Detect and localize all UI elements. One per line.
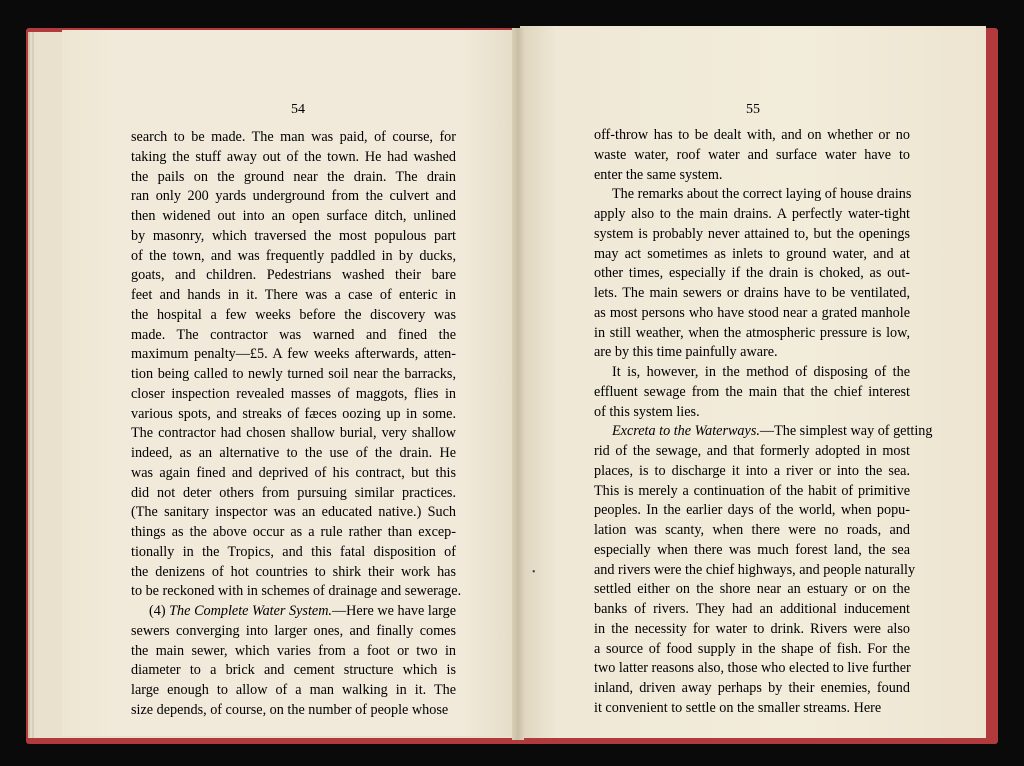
text-line (594, 482, 910, 502)
line-text: system is probably never attained to, but the openings (594, 225, 910, 242)
line-text: sewers converging into larger ones, and finally comes (131, 622, 456, 639)
line-text: in the necessity for water to drink. Rivers were also (594, 620, 910, 637)
line-text: especially when there was much forest land, the sea (594, 541, 910, 558)
line-text: banks of rivers. They had an additional inducement (594, 601, 910, 617)
text-line (131, 602, 456, 622)
text-line (131, 622, 456, 642)
line-text: —The simplest way of getting (759, 423, 933, 440)
line-text: a source of food supply in the shape of fish. For the (594, 640, 910, 657)
line-text: various spots, and streaks of fæces oozing up in some. (131, 405, 456, 422)
text-line (131, 543, 456, 563)
text-line (594, 442, 910, 462)
line-text: large enough to allow of a man walking in it. The (131, 682, 456, 698)
line-text: rid of the sewage, and that formerly adopted in most (594, 443, 910, 459)
line-text: by masonry, which traversed the most populous part (131, 227, 456, 244)
line-text: The contractor had chosen shallow burial, very shallow (131, 425, 456, 442)
text-line (594, 304, 910, 324)
line-text: may act sometimes as inlets to ground water, and at (594, 245, 910, 262)
line-text: This is merely a continuation of the habit of primitive (594, 482, 910, 499)
line-text: lation was scanty, when there were no roads, and (594, 522, 910, 538)
line-text: two latter reasons also, those who elected to live further (594, 660, 911, 677)
line-prefix: (4) (149, 603, 170, 619)
text-line (131, 405, 456, 425)
text-line (131, 148, 456, 168)
text-line (594, 264, 910, 284)
text-line (594, 521, 910, 541)
text-line (131, 227, 456, 247)
text-line (594, 580, 910, 600)
line-text: enter the same system. (594, 166, 723, 183)
line-text: ran only 200 yards underground from the culvert and (131, 188, 456, 205)
line-text: (The sanitary inspector was an educated native.) Such (131, 504, 456, 521)
line-text: effluent sewage from the main that the chief interest (594, 383, 910, 400)
text-line (131, 306, 456, 326)
line-text: of this system lies. (594, 403, 700, 420)
text-line (594, 462, 910, 482)
text-line (131, 168, 456, 188)
text-line (594, 205, 910, 225)
text-line (594, 284, 910, 304)
gutter-mark: • (532, 567, 536, 578)
text-line (131, 563, 456, 583)
line-text: off-throw has to be dealt with, and on whether or no (594, 127, 910, 143)
text-line (131, 424, 456, 444)
line-text: apply also to the main drains. A perfectly water-tight (594, 206, 910, 222)
line-text: It is, however, in the method of disposing of the (612, 364, 910, 380)
text-line (594, 363, 910, 383)
line-text: tion being called to newly turned soil near the barracks, (131, 366, 456, 382)
line-text: the hospital a few weeks before the discovery was (131, 306, 456, 323)
text-line (594, 146, 910, 166)
text-line (131, 503, 456, 523)
text-line (594, 561, 916, 581)
line-text: search to be made. The man was paid, of course, for (131, 129, 456, 145)
line-text: indeed, as an alternative to the use of the drain. He (131, 445, 456, 461)
text-line (594, 383, 910, 403)
line-text: then widened out into an open surface ditch, unlined (131, 208, 456, 224)
line-text: diameter to a brick and cement structure which is (131, 662, 456, 679)
text-line (131, 247, 456, 267)
text-line (131, 464, 456, 484)
line-text: was again fined and deprived of his contract, but this (131, 464, 456, 481)
line-text: to be reckoned with in schemes of drainage and sewerage. (131, 583, 462, 600)
line-text: the main sewer, which varies from a foot or two in (131, 642, 456, 659)
line-text: made. The contractor was warned and fined the (131, 326, 456, 343)
text-line (131, 642, 456, 662)
text-line (131, 385, 456, 405)
text-line (594, 126, 910, 146)
text-line (131, 661, 456, 681)
text-line (131, 444, 456, 464)
line-text: peoples. In the earlier days of the world, when popu- (594, 502, 910, 519)
line-text: it convenient to settle on the smaller streams. Here (594, 699, 882, 716)
line-text: feet and hands in it. There was a case of enteric in (131, 287, 456, 303)
line-text: settled either on the shore near an estuary or on the (594, 581, 910, 598)
left-page-text (131, 128, 462, 721)
line-text: closer inspection revealed masses of maggots, flies in (131, 385, 456, 402)
line-text: —Here we have large (331, 603, 457, 619)
italic-heading: Excreta to the Waterways. (612, 423, 760, 440)
book-gutter (512, 28, 524, 740)
line-text: goats, and children. Pedestrians washed their bare (131, 267, 456, 284)
text-line (131, 701, 456, 721)
line-text: as most persons who have stood near a grated manhole (594, 304, 910, 321)
text-line (594, 225, 910, 245)
text-line (131, 681, 456, 701)
line-text: in still weather, when the atmospheric pressure is low, (594, 324, 910, 341)
text-line (131, 128, 456, 148)
line-text: waste water, roof water and surface water have to (594, 146, 910, 163)
line-text: things as the above occur as a rule rather than excep- (131, 524, 456, 540)
text-line (131, 286, 456, 306)
line-text: other times, especially if the drain is choked, as out- (594, 265, 910, 282)
italic-heading: The Complete Water System. (169, 603, 332, 619)
text-line (594, 324, 910, 344)
page-number-right: 55 (746, 102, 760, 117)
text-line (131, 187, 456, 207)
line-text: inland, driven away perhaps by their enemies, found (594, 680, 910, 696)
line-text: size depends, of course, on the number of people whose (131, 701, 449, 718)
text-line (594, 185, 910, 205)
line-text: did not deter others from pursuing similar practices. (131, 484, 456, 501)
text-line (594, 422, 933, 442)
text-line (594, 403, 910, 423)
text-line (131, 484, 456, 504)
text-line (594, 501, 910, 521)
text-line (594, 620, 910, 640)
line-text: the denizens of hot countries to shirk their work has (131, 563, 456, 580)
right-page-text (594, 126, 933, 719)
line-text: and rivers were the chief highways, and people naturally (594, 561, 916, 578)
text-line (131, 266, 456, 286)
text-line (131, 345, 456, 365)
text-line (131, 207, 456, 227)
line-text: tionally in the Tropics, and this fatal disposition of (131, 543, 456, 560)
text-line (594, 166, 910, 186)
text-line (131, 365, 456, 385)
line-text: of the town, and was frequently paddled in by ducks, (131, 247, 456, 264)
line-text: lets. The main sewers or drains have to be ventilated, (594, 285, 910, 301)
text-line (594, 343, 910, 363)
text-line (594, 541, 910, 561)
line-text: maximum penalty—£5. A few weeks afterwards, atten- (131, 346, 456, 363)
line-text: are by this time painfully aware. (594, 344, 778, 361)
text-line (594, 659, 910, 679)
text-line (594, 699, 910, 719)
text-line (131, 326, 456, 346)
line-text: The remarks about the correct laying of house drains (612, 186, 912, 203)
line-text: places, is to discharge it into a river or into the sea. (594, 462, 910, 479)
page-number-left: 54 (291, 102, 305, 117)
text-line (594, 600, 910, 620)
line-text: the pails on the ground near the drain. The drain (131, 168, 456, 185)
line-text: taking the stuff away out of the town. He had washed (131, 148, 456, 165)
text-line (594, 245, 910, 265)
text-line (594, 679, 910, 699)
text-line (131, 582, 462, 602)
text-line (594, 640, 910, 660)
text-line (131, 523, 456, 543)
